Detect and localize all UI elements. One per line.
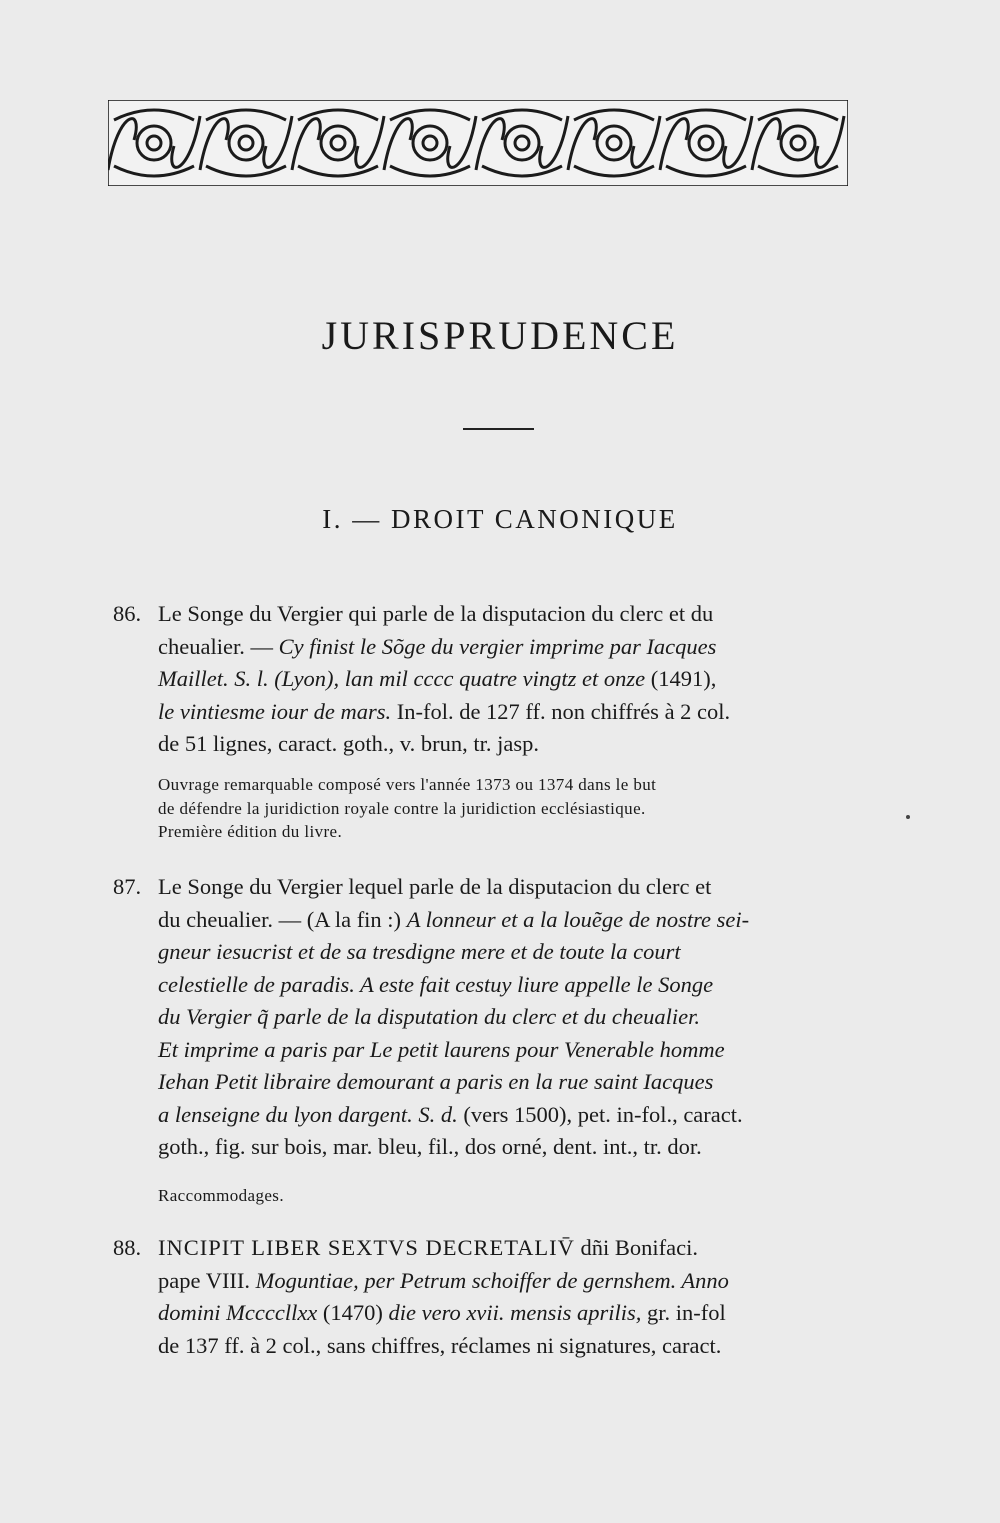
decorative-headpiece — [108, 100, 848, 186]
entry-line: a lenseigne du lyon dargent. S. d. (vers 1500), pet. in-fol., caract. — [158, 1101, 743, 1127]
entry-line: celestielle de paradis. A este fait cestuy liure appelle le Songe — [158, 971, 714, 997]
entry-line: pape VIII. Moguntiae, per Petrum schoiffer de gernshem. Anno — [158, 1267, 729, 1293]
title-divider — [463, 428, 534, 430]
entry-line: du Vergier q̃ parle de la disputation du clerc et du cheualier. — [158, 1004, 700, 1029]
entry-line: le vintiesme iour de mars. In-fol. de 127 ff. non chiffrés à 2 col. — [158, 698, 731, 724]
entry-line: Maillet. S. l. (Lyon), lan mil cccc quatre vingtz et onze (1491), — [158, 666, 717, 691]
catalog-entry — [113, 871, 854, 1164]
entry-number: 88. — [113, 1235, 142, 1260]
entry-number: 86. — [113, 601, 142, 626]
entry-note — [158, 773, 854, 844]
page-title: JURISPRUDENCE — [321, 313, 679, 358]
entry-number: 87. — [113, 874, 142, 899]
entry-line: de 51 lignes, caract. goth., v. brun, tr. jasp. — [158, 731, 539, 756]
entry-line: goth., fig. sur bois, mar. bleu, fil., dos orné, dent. int., tr. dor. — [158, 1134, 702, 1159]
entry-line: Le Songe du Vergier qui parle de la disputacion du clerc et du — [158, 601, 714, 626]
entry-line: Et imprime a paris par Le petit laurens pour Venerable homme — [158, 1036, 725, 1062]
catalog-entry — [113, 598, 854, 761]
note-line: Ouvrage remarquable composé vers l'année 1373 ou 1374 dans le but — [158, 775, 657, 794]
entry-line: domini Mccccllxx (1470) die vero xvii. mensis aprilis, gr. in-fol — [158, 1300, 726, 1325]
entry-line: cheualier. — Cy finist le Sõge du vergier imprime par Iacques — [158, 633, 717, 659]
entry-line: INCIPIT LIBER SEXTVS DECRETALIV̄ dñi Bonifaci. — [158, 1235, 699, 1260]
section-heading: I. — DROIT CANONIQUE — [322, 504, 678, 534]
entry-line: de 137 ff. à 2 col., sans chiffres, réclames ni signatures, caract. — [158, 1332, 722, 1358]
entry-line: du cheualier. — (A la fin :) A lonneur et a la louẽge de nostre sei- — [158, 906, 750, 932]
entry-line: Le Songe du Vergier lequel parle de la disputacion du clerc et — [158, 874, 712, 899]
entry-note — [158, 1184, 854, 1208]
paper-spot — [906, 815, 910, 819]
note-line: Première édition du livre. — [158, 822, 343, 841]
entry-line: gneur iesucrist et de sa tresdigne mere et de toute la court — [158, 939, 681, 964]
catalog-entry — [113, 1232, 854, 1362]
note-line: de défendre la juridiction royale contre la juridiction ecclésiastique. — [158, 798, 646, 818]
entry-line: Iehan Petit libraire demourant a paris en la rue saint Iacques — [158, 1069, 714, 1094]
note-line: Raccommodages. — [158, 1186, 284, 1205]
